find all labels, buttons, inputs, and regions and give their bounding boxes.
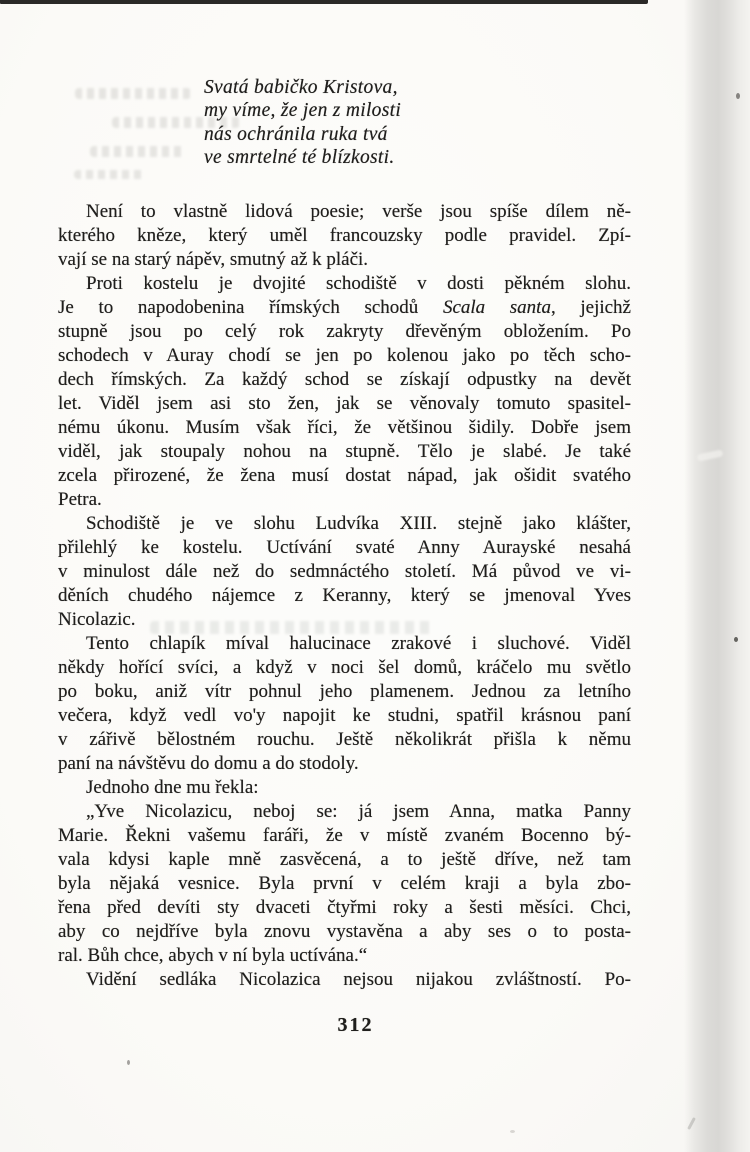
scan-page-edge-shadow: [684, 0, 750, 1152]
text-segment: „Yve Nicolazicu, neboj se: já jsem Anna, matka Panny: [86, 800, 631, 822]
text-line: [58, 896, 631, 920]
text-line: [58, 656, 631, 680]
text-line: [58, 368, 631, 392]
text-segment: let. Viděl jsem asi sto žen, jak se věnovaly tomuto spasitel-: [58, 392, 631, 414]
text-line: [58, 320, 631, 344]
text-segment: někdy hořící svíci, a když v noci šel domů, kráčelo mu světlo: [58, 656, 631, 678]
text-segment: Nicolazic.: [58, 608, 136, 630]
text-segment: stupně jsou po celý rok zakryty dřevěným obložením. Po: [58, 320, 631, 342]
paragraph: [58, 632, 631, 776]
page-number: 312: [337, 1013, 374, 1036]
text-segment: viděl, jak stoupaly nohou na stupně. Tělo je slabé. Je také: [58, 440, 631, 462]
paragraph: [58, 200, 631, 272]
text-line: [58, 224, 631, 248]
paragraph: [58, 776, 631, 800]
text-segment: aby co nejdříve byla znovu vystavěna a aby ses o to posta-: [58, 920, 631, 942]
text-segment: Není to vlastně lidová poesie; verše jsou spíše dílem ně-: [86, 200, 631, 222]
text-line: [58, 872, 631, 896]
scan-speck: [510, 1130, 515, 1133]
paragraph: [58, 272, 631, 512]
text-segment: zcela přirozené, že žena musí dostat nápad, jak ošidit svatého: [58, 464, 631, 486]
text-segment: Je to napodobenina římských schodů: [58, 296, 443, 318]
text-segment: ral. Bůh chce, abych v ní byla uctívána.“: [58, 944, 368, 966]
text-segment: v zářivě bělostném rouchu. Ještě několikrát přišla k němu: [58, 728, 631, 750]
text-segment: kterého kněze, který uměl francouzsky podle pravidel. Zpí-: [58, 224, 631, 246]
text-line: [58, 488, 631, 512]
text-segment: večera, když vedl vo'y napojit ke studni, spatřil krásnou paní: [58, 704, 631, 726]
text-line: [58, 392, 631, 416]
text-segment: byla nějaká vesnice. Byla první v celém kraji a byla zbo-: [58, 872, 631, 894]
text-line: [58, 920, 631, 944]
text-segment: schodech v Auray chodí se jen po kolenou jako po těch scho-: [58, 344, 631, 366]
text-segment: Schodiště je ve slohu Ludvíka XIII. stejně jako klášter,: [86, 512, 631, 534]
text-line: [58, 944, 631, 968]
text-segment: Vidění sedláka Nicolazica nejsou nijakou zvláštností. Po-: [86, 968, 631, 990]
text-line: [58, 536, 631, 560]
text-segment: Proti kostelu je dvojité schodiště v dosti pěkném slohu.: [86, 272, 631, 294]
text-segment: Marie. Řekni vašemu faráři, že v místě zvaném Bocenno bý-: [58, 824, 631, 846]
text-line: [58, 248, 631, 272]
text-line: [58, 272, 631, 296]
verse-line: ve smrtelné té blízkosti.: [204, 147, 395, 169]
text-segment: Tento chlapík míval halucinace zrakové i sluchové. Viděl: [86, 632, 631, 654]
text-line: [58, 776, 631, 800]
text-line: [58, 560, 631, 584]
scan-speck: [736, 93, 740, 99]
text-segment: nému úkonu. Musím však říci, že většinou šidily. Dobře jsem: [58, 416, 631, 438]
text-line: [58, 200, 631, 224]
text-line: [58, 824, 631, 848]
text-segment: děních chudého nájemce z Keranny, který se jmenoval Yves: [58, 584, 631, 606]
verse-line: my víme, že jen z milosti: [204, 100, 402, 122]
text-line: [58, 296, 631, 320]
paragraph: [58, 800, 631, 968]
verse-line: nás ochránila ruka tvá: [204, 123, 388, 145]
text-line: [58, 968, 631, 992]
text-segment: vají se na starý nápěv, smutný až k pláči.: [58, 248, 369, 270]
text-segment: po boku, aniž vítr pohnul jeho plamenem. Jednou za letního: [58, 680, 631, 702]
text-line: [58, 728, 631, 752]
paragraph: [58, 968, 631, 992]
text-segment: vala kdysi kaple mně zasvěcená, a to ještě dříve, než tam: [58, 848, 631, 870]
text-segment: dech římských. Za každý schod se získají odpustky na devět: [58, 368, 631, 390]
text-segment: přilehlý ke kostelu. Uctívání svaté Anny Aurayské nesahá: [58, 536, 631, 558]
scan-speck: [127, 1060, 130, 1065]
italic-text-segment: Scala santa: [442, 296, 551, 318]
text-line: [58, 632, 631, 656]
text-line: [58, 584, 631, 608]
text-segment: , jejichž: [550, 296, 631, 318]
text-line: [58, 848, 631, 872]
scan-speck: [734, 637, 738, 642]
text-segment: řena před devíti sty dvaceti čtyřmi roky a šesti měsíci. Chci,: [58, 896, 631, 918]
text-segment: paní na návštěvu do domu a do stodoly.: [58, 752, 359, 774]
text-segment: Petra.: [58, 488, 102, 510]
verse-line: Svatá babičko Kristova,: [204, 77, 398, 98]
text-column: [58, 0, 631, 1037]
paragraph: [58, 512, 631, 632]
text-line: [58, 512, 631, 536]
text-line: [58, 464, 631, 488]
text-segment: Jednoho dne mu řekla:: [86, 776, 259, 798]
body-text: [58, 200, 631, 992]
text-line: [58, 800, 631, 824]
epigraph-verse: [204, 76, 631, 170]
text-segment: v minulost dále než do sedmnáctého století. Má původ ve vi-: [58, 560, 631, 582]
text-line: [58, 344, 631, 368]
text-line: [58, 680, 631, 704]
text-line: [58, 752, 631, 776]
text-line: [58, 704, 631, 728]
text-line: [58, 608, 631, 632]
text-line: [58, 416, 631, 440]
text-line: [58, 440, 631, 464]
